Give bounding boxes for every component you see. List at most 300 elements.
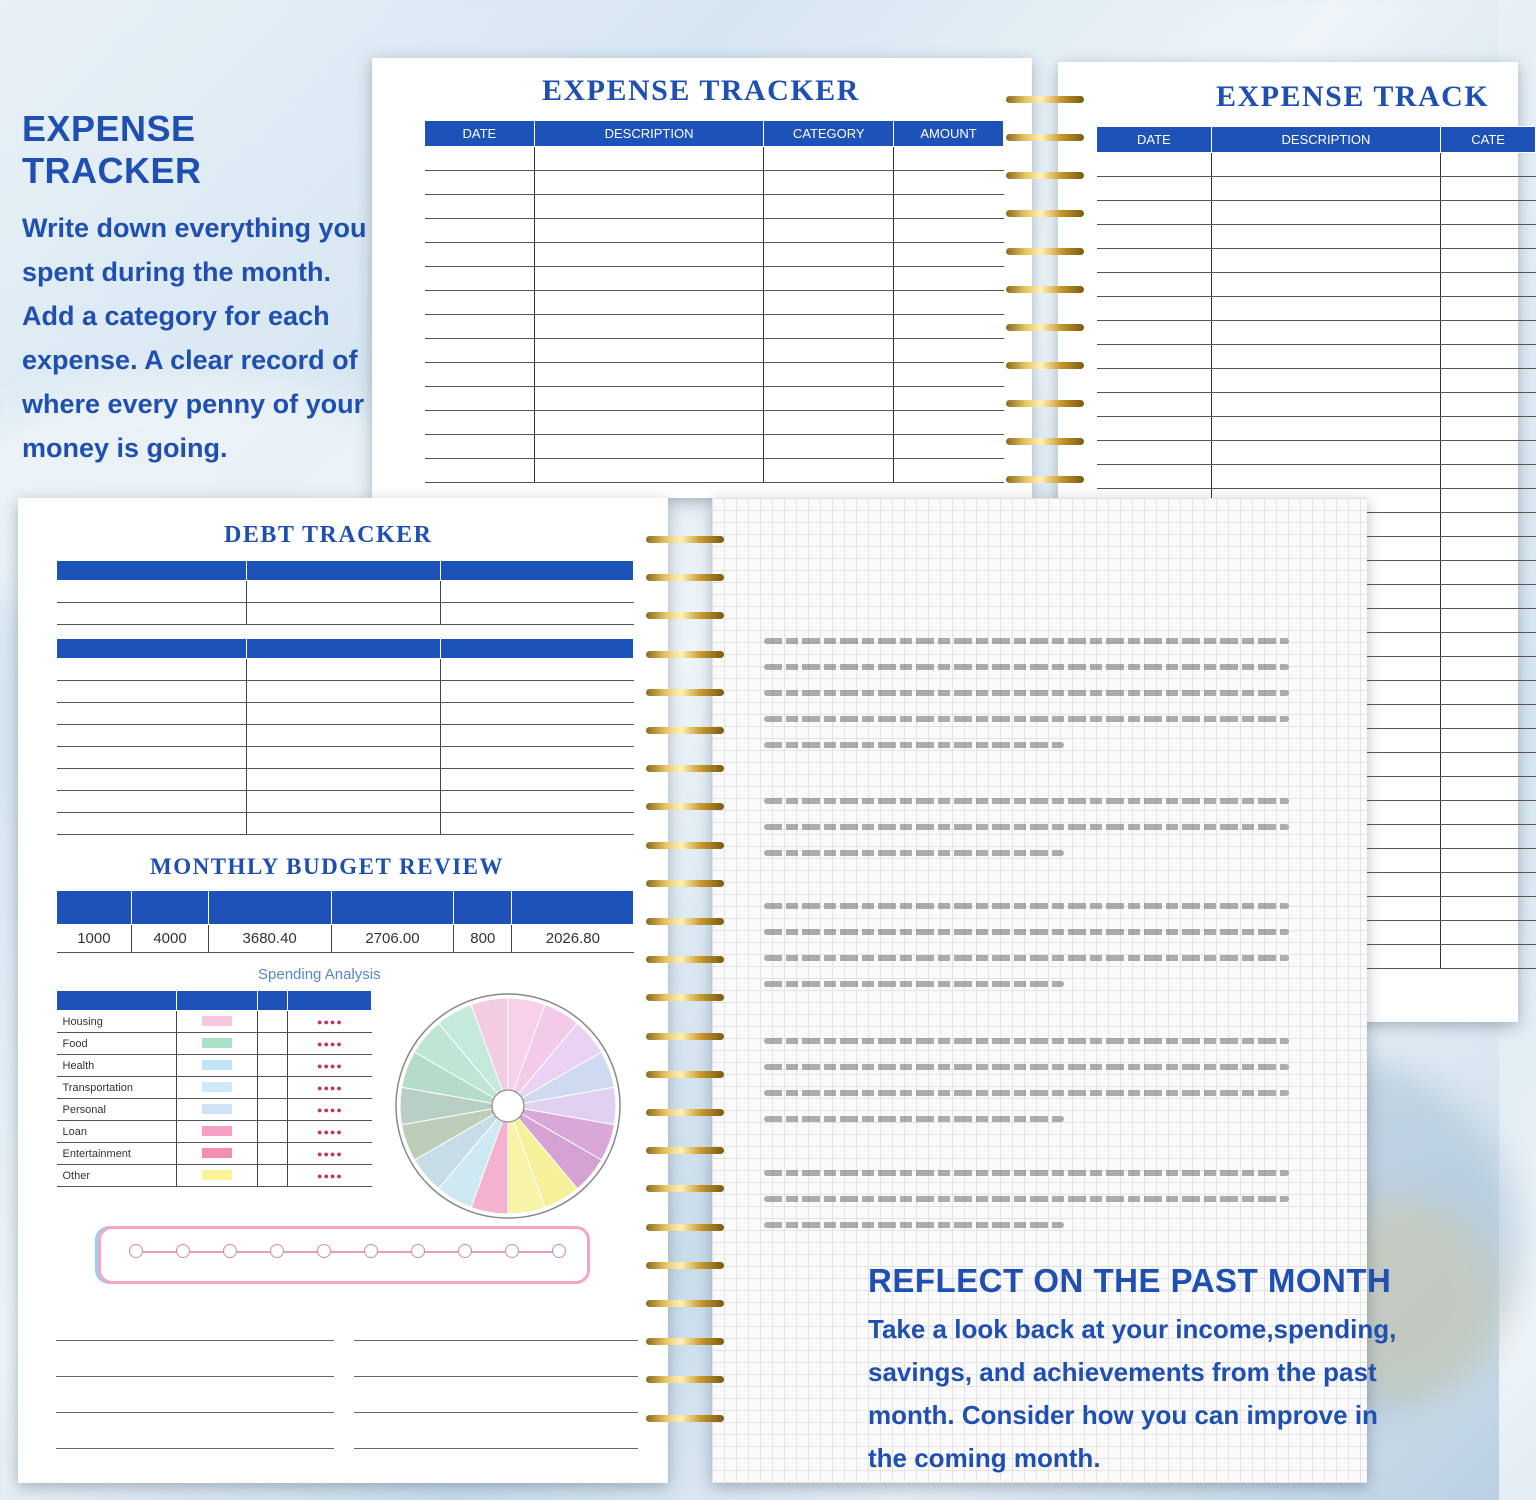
- table-cell: [425, 195, 535, 219]
- table-cell: [1097, 345, 1212, 369]
- budget-col-3: [208, 891, 331, 925]
- reflect-callout-body: Take a look back at your income,spending, savings, and achievements from the past month. Consider how you can improve in the coming month.: [868, 1314, 1397, 1473]
- spiral-coil: [646, 803, 724, 810]
- table-cell: [425, 267, 535, 291]
- handwritten-line: [764, 1038, 1289, 1044]
- table-cell: [534, 267, 764, 291]
- spend-col-4: [288, 991, 372, 1011]
- spiral-coil: [646, 1071, 724, 1078]
- table-cell: [764, 195, 894, 219]
- table-cell: [1211, 249, 1441, 273]
- table-cell: [57, 769, 247, 791]
- table-row: [1097, 465, 1536, 489]
- spending-row: [57, 1077, 372, 1099]
- table-row: [1097, 153, 1536, 177]
- spending-category: Transportation: [57, 1077, 177, 1099]
- header-date-2: DATE: [1097, 127, 1212, 153]
- table-cell: [764, 459, 894, 483]
- spending-dots: ●●●●: [288, 1011, 372, 1033]
- table-cell: [1441, 297, 1536, 321]
- table-cell: [894, 291, 1004, 315]
- handwritten-line: [764, 1222, 1064, 1228]
- table-cell: [1441, 417, 1536, 441]
- table-cell: [57, 725, 247, 747]
- spending-category: Personal: [57, 1099, 177, 1121]
- budget-review-table: [56, 890, 634, 953]
- spiral-coil: [1006, 476, 1084, 483]
- spending-percent: [258, 1011, 288, 1033]
- table-cell: [1211, 177, 1441, 201]
- table-cell: [1097, 441, 1212, 465]
- table-cell: [894, 147, 1004, 171]
- table-cell: [894, 171, 1004, 195]
- spiral-coil: [646, 1224, 724, 1231]
- spiral-coil: [1006, 248, 1084, 255]
- table-row: [425, 243, 1004, 267]
- spending-amount: [176, 1165, 258, 1187]
- table-row: [425, 267, 1004, 291]
- spending-dots: ●●●●: [288, 1165, 372, 1187]
- table-row: [425, 339, 1004, 363]
- table-cell: [764, 243, 894, 267]
- spending-category: Entertainment: [57, 1143, 177, 1165]
- table-cell: [894, 363, 1004, 387]
- table-row: [425, 219, 1004, 243]
- table-cell: [764, 387, 894, 411]
- table-cell: [894, 387, 1004, 411]
- payment-col-1: [57, 639, 247, 659]
- table-cell: [1097, 465, 1212, 489]
- table-cell: [894, 459, 1004, 483]
- table-cell: [764, 435, 894, 459]
- table-cell: [246, 791, 441, 813]
- table-cell: [57, 681, 247, 703]
- table-cell: [1211, 345, 1441, 369]
- budget-col-4: [331, 891, 454, 925]
- spiral-coil: [646, 1300, 724, 1307]
- spending-table: [56, 990, 372, 1187]
- rating-dot: [458, 1244, 472, 1258]
- spiral-coil: [1006, 134, 1084, 141]
- table-cell: [1211, 393, 1441, 417]
- table-cell: [894, 219, 1004, 243]
- spending-category: Food: [57, 1033, 177, 1055]
- table-cell: [764, 147, 894, 171]
- table-cell: [425, 243, 535, 267]
- table-cell: [1441, 849, 1536, 873]
- table-row: [425, 147, 1004, 171]
- handwritten-line: [764, 1116, 1064, 1122]
- table-cell: [441, 659, 634, 681]
- table-cell: [764, 267, 894, 291]
- spiral-coil: [646, 994, 724, 1001]
- rating-scale: [98, 1226, 590, 1284]
- table-cell: [1097, 249, 1212, 273]
- spending-dots: ●●●●: [288, 1121, 372, 1143]
- table-cell: [1441, 489, 1536, 513]
- table-cell: [1211, 153, 1441, 177]
- table-cell: [534, 171, 764, 195]
- table-row: [1097, 369, 1536, 393]
- spiral-coil: [646, 1415, 724, 1422]
- spending-row: [57, 1143, 372, 1165]
- table-cell: [1441, 657, 1536, 681]
- budget-value-5: 800: [454, 925, 512, 953]
- spending-amount: [176, 1077, 258, 1099]
- table-cell: [764, 291, 894, 315]
- budget-col-5: [454, 891, 512, 925]
- table-row: [1097, 321, 1536, 345]
- table-cell: [246, 703, 441, 725]
- table-row: [57, 813, 634, 835]
- table-cell: [1097, 201, 1212, 225]
- table-cell: [425, 363, 535, 387]
- debt-col-2: [246, 561, 441, 581]
- table-cell: [534, 435, 764, 459]
- table-cell: [894, 339, 1004, 363]
- table-row: [1097, 249, 1536, 273]
- table-cell: [1441, 753, 1536, 777]
- table-cell: [441, 791, 634, 813]
- table-cell: [425, 171, 535, 195]
- table-cell: [1441, 513, 1536, 537]
- table-cell: [57, 659, 247, 681]
- table-cell: [1441, 705, 1536, 729]
- spiral-coil: [646, 727, 724, 734]
- table-cell: [1441, 729, 1536, 753]
- table-cell: [441, 769, 634, 791]
- spending-percent: [258, 1165, 288, 1187]
- debt-tracker-title: DEBT TRACKER: [224, 522, 433, 548]
- table-cell: [425, 411, 535, 435]
- table-cell: [894, 411, 1004, 435]
- table-row: [1097, 273, 1536, 297]
- debt-cell: [441, 581, 634, 603]
- table-row: [1097, 201, 1536, 225]
- table-cell: [1097, 321, 1212, 345]
- table-row: [425, 315, 1004, 339]
- table-cell: [1211, 225, 1441, 249]
- spiral-coil: [646, 1338, 724, 1345]
- handwritten-line: [764, 742, 1064, 748]
- handwritten-line: [764, 1196, 1289, 1202]
- handwritten-line: [764, 1090, 1289, 1096]
- debt-col-3: [441, 561, 634, 581]
- handwritten-line: [764, 850, 1064, 856]
- table-cell: [894, 267, 1004, 291]
- table-cell: [1441, 321, 1536, 345]
- table-row: [1097, 393, 1536, 417]
- debt-cell: [246, 603, 441, 625]
- handwritten-line: [764, 1170, 1289, 1176]
- spend-col-3: [258, 991, 288, 1011]
- table-cell: [1441, 897, 1536, 921]
- spend-col-2: [176, 991, 258, 1011]
- spending-amount: [176, 1033, 258, 1055]
- table-cell: [764, 339, 894, 363]
- payment-col-2: [246, 639, 441, 659]
- table-cell: [764, 219, 894, 243]
- table-cell: [1441, 537, 1536, 561]
- rating-dot: [411, 1244, 425, 1258]
- table-cell: [246, 769, 441, 791]
- spiral-coil: [1006, 324, 1084, 331]
- table-cell: [441, 703, 634, 725]
- table-cell: [1441, 633, 1536, 657]
- table-cell: [1441, 201, 1536, 225]
- table-row: [1097, 417, 1536, 441]
- table-cell: [246, 659, 441, 681]
- spending-category: Housing: [57, 1011, 177, 1033]
- table-row: [57, 725, 634, 747]
- spiral-coil: [1006, 400, 1084, 407]
- spending-amount: [176, 1011, 258, 1033]
- spending-percent: [258, 1099, 288, 1121]
- table-cell: [57, 791, 247, 813]
- handwritten-line: [764, 955, 1289, 961]
- spending-row: [57, 1121, 372, 1143]
- table-cell: [1211, 273, 1441, 297]
- spending-amount: [176, 1121, 258, 1143]
- table-row: [1097, 177, 1536, 201]
- header-description: DESCRIPTION: [534, 121, 764, 147]
- spending-category: Other: [57, 1165, 177, 1187]
- handwritten-line: [764, 664, 1289, 670]
- table-row: [425, 387, 1004, 411]
- table-cell: [1097, 177, 1212, 201]
- debt-row: [57, 581, 247, 603]
- spiral-coil: [646, 1033, 724, 1040]
- handwritten-line: [764, 690, 1289, 696]
- spending-percent: [258, 1055, 288, 1077]
- table-cell: [1441, 177, 1536, 201]
- spiral-coil: [646, 1109, 724, 1116]
- spending-percent: [258, 1143, 288, 1165]
- table-cell: [534, 315, 764, 339]
- expense-callout: [22, 108, 372, 470]
- table-cell: [1097, 153, 1212, 177]
- table-row: [57, 681, 634, 703]
- table-cell: [534, 339, 764, 363]
- rating-dot: [223, 1244, 237, 1258]
- table-row: [425, 459, 1004, 483]
- table-cell: [1441, 801, 1536, 825]
- spending-dots: ●●●●: [288, 1055, 372, 1077]
- table-cell: [1097, 273, 1212, 297]
- debt-tracker-page: [18, 498, 668, 1483]
- table-cell: [1441, 561, 1536, 585]
- table-cell: [1441, 681, 1536, 705]
- spending-category: Health: [57, 1055, 177, 1077]
- table-cell: [1441, 441, 1536, 465]
- spending-row: [57, 1165, 372, 1187]
- table-cell: [1441, 465, 1536, 489]
- table-cell: [1211, 321, 1441, 345]
- table-cell: [534, 219, 764, 243]
- table-cell: [1211, 465, 1441, 489]
- debt-payments-table: [56, 638, 634, 835]
- spiral-coil: [1006, 362, 1084, 369]
- spending-dots: ●●●●: [288, 1099, 372, 1121]
- spiral-coil: [646, 1376, 724, 1383]
- debt-row: [57, 603, 247, 625]
- spending-dots: ●●●●: [288, 1143, 372, 1165]
- table-cell: [57, 703, 247, 725]
- spending-row: [57, 1011, 372, 1033]
- table-cell: [1441, 369, 1536, 393]
- spiral-coil: [646, 956, 724, 963]
- debt-cell: [441, 603, 634, 625]
- handwritten-line: [764, 903, 1289, 909]
- table-cell: [1211, 201, 1441, 225]
- table-cell: [1441, 825, 1536, 849]
- table-cell: [441, 813, 634, 835]
- expense-callout-body: Write down everything you spent during the month. Add a category for each expense. A clear record of where every penny of your money is going.: [22, 213, 367, 463]
- table-row: [1097, 297, 1536, 321]
- table-cell: [1441, 945, 1536, 969]
- rating-dot: [317, 1244, 331, 1258]
- budget-col-1: [57, 891, 132, 925]
- debt-cell: [246, 581, 441, 603]
- spiral-coil: [646, 689, 724, 696]
- spending-analysis-title: Spending Analysis: [258, 966, 381, 983]
- budget-value-1: 1000: [57, 925, 132, 953]
- reflect-callout-title: REFLECT ON THE PAST MONTH: [868, 1262, 1392, 1299]
- expense-tracker-page-1: [372, 58, 1032, 498]
- spending-amount: [176, 1099, 258, 1121]
- table-cell: [534, 195, 764, 219]
- spiral-coil: [646, 1262, 724, 1269]
- spending-row: [57, 1033, 372, 1055]
- table-cell: [1441, 345, 1536, 369]
- table-cell: [894, 435, 1004, 459]
- table-cell: [1211, 297, 1441, 321]
- table-row: [425, 435, 1004, 459]
- spending-amount: [176, 1055, 258, 1077]
- table-cell: [1097, 297, 1212, 321]
- handwritten-line: [764, 716, 1289, 722]
- monthly-budget-review-title: MONTHLY BUDGET REVIEW: [150, 854, 504, 879]
- rating-dot: [364, 1244, 378, 1258]
- table-cell: [425, 291, 535, 315]
- spiral-coil: [646, 612, 724, 619]
- table-cell: [425, 219, 535, 243]
- spending-amount: [176, 1143, 258, 1165]
- budget-col-2: [132, 891, 208, 925]
- table-cell: [1097, 369, 1212, 393]
- spending-dots: ●●●●: [288, 1033, 372, 1055]
- spiral-coil: [646, 880, 724, 887]
- table-row: [425, 363, 1004, 387]
- spiral-coil: [1006, 172, 1084, 179]
- table-cell: [57, 747, 247, 769]
- table-cell: [894, 195, 1004, 219]
- expense-page-title: EXPENSE TRACKER: [542, 74, 860, 107]
- rating-dot: [505, 1244, 519, 1258]
- table-cell: [1211, 441, 1441, 465]
- table-row: [57, 703, 634, 725]
- table-cell: [441, 681, 634, 703]
- table-cell: [1441, 153, 1536, 177]
- expense-page-2-title: EXPENSE TRACK: [1216, 80, 1490, 113]
- spiral-coil: [646, 651, 724, 658]
- table-cell: [246, 747, 441, 769]
- reflect-callout: [868, 1262, 1398, 1480]
- header-category-2: CATE: [1441, 127, 1536, 153]
- spending-category: Loan: [57, 1121, 177, 1143]
- table-row: [1097, 225, 1536, 249]
- spiral-coil: [1006, 96, 1084, 103]
- table-cell: [441, 725, 634, 747]
- table-row: [425, 291, 1004, 315]
- spending-percent: [258, 1121, 288, 1143]
- table-cell: [1211, 369, 1441, 393]
- spiral-coil: [646, 574, 724, 581]
- table-cell: [1097, 225, 1212, 249]
- table-row: [425, 195, 1004, 219]
- spiral-coil: [1006, 286, 1084, 293]
- rating-dot: [270, 1244, 284, 1258]
- spending-percent: [258, 1033, 288, 1055]
- spending-row: [57, 1099, 372, 1121]
- table-cell: [764, 315, 894, 339]
- budget-value-6: 2026.80: [512, 925, 634, 953]
- spiral-coil: [646, 1147, 724, 1154]
- table-cell: [534, 387, 764, 411]
- spend-col-1: [57, 991, 177, 1011]
- handwritten-line: [764, 981, 1064, 987]
- table-row: [57, 747, 634, 769]
- table-cell: [425, 339, 535, 363]
- table-cell: [425, 459, 535, 483]
- header-amount: AMOUNT: [894, 121, 1004, 147]
- spiral-coil: [646, 918, 724, 925]
- expense-table-1: [424, 120, 1004, 483]
- table-cell: [1441, 393, 1536, 417]
- debt-col-1: [57, 561, 247, 581]
- handwritten-line: [764, 929, 1289, 935]
- table-row: [57, 791, 634, 813]
- debt-summary-table: [56, 560, 634, 625]
- table-cell: [894, 315, 1004, 339]
- expense-callout-title: EXPENSE TRACKER: [22, 108, 202, 191]
- spiral-coil: [646, 842, 724, 849]
- table-row: [57, 659, 634, 681]
- table-cell: [1441, 273, 1536, 297]
- table-cell: [764, 411, 894, 435]
- table-cell: [425, 435, 535, 459]
- table-cell: [534, 411, 764, 435]
- table-cell: [764, 363, 894, 387]
- spending-dots: ●●●●: [288, 1077, 372, 1099]
- table-cell: [246, 813, 441, 835]
- table-cell: [246, 725, 441, 747]
- table-cell: [1097, 417, 1212, 441]
- header-date: DATE: [425, 121, 535, 147]
- table-cell: [1441, 585, 1536, 609]
- table-cell: [1441, 609, 1536, 633]
- handwritten-line: [764, 638, 1289, 644]
- table-cell: [1441, 921, 1536, 945]
- spiral-coil: [1006, 438, 1084, 445]
- budget-value-4: 2706.00: [331, 925, 454, 953]
- spiral-coil: [646, 536, 724, 543]
- budget-value-2: 4000: [132, 925, 208, 953]
- spending-percent: [258, 1077, 288, 1099]
- header-description-2: DESCRIPTION: [1211, 127, 1441, 153]
- table-row: [425, 171, 1004, 195]
- table-row: [1097, 441, 1536, 465]
